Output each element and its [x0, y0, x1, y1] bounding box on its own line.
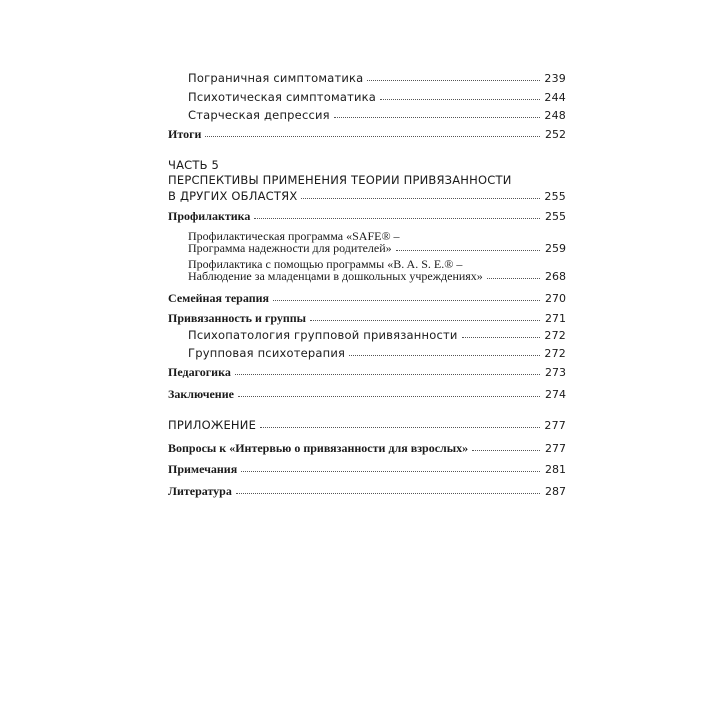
- part-title-line: ПЕРСПЕКТИВЫ ПРИМЕНЕНИЯ ТЕОРИИ ПРИВЯЗАННОСТИ: [168, 173, 512, 187]
- dot-leader: [254, 218, 540, 219]
- dot-leader: [334, 117, 540, 118]
- toc-entry-label: Литература: [168, 484, 232, 498]
- dot-leader: [241, 471, 540, 472]
- dot-leader: [260, 427, 540, 428]
- toc-page-number: 272: [544, 347, 566, 360]
- dot-leader: [472, 450, 540, 451]
- toc-entry: [168, 208, 566, 225]
- toc-entry-label: Психотическая симптоматика: [188, 90, 377, 104]
- dot-leader: [462, 337, 540, 338]
- toc-page-number: 239: [544, 72, 566, 85]
- toc-entry-label: Итоги: [168, 127, 202, 141]
- toc-entry: [188, 268, 566, 285]
- toc-page-number: 268: [545, 270, 566, 283]
- toc-page-number: 252: [545, 128, 566, 141]
- toc-entry-label: Профилактическая программа «SAFE® –: [188, 229, 400, 243]
- toc-entry-label: Программа надежности для родителей»: [188, 241, 392, 255]
- dot-leader: [310, 320, 540, 321]
- dot-leader: [380, 99, 540, 100]
- toc-entry: [168, 126, 566, 143]
- toc-entry-label: Групповая психотерапия: [188, 346, 346, 360]
- toc-entry: [168, 461, 566, 478]
- toc-page-number: 248: [544, 109, 566, 122]
- dot-leader: [301, 198, 540, 199]
- toc-entry-label: ПРИЛОЖЕНИЕ: [168, 418, 257, 432]
- toc-page-number: 277: [544, 419, 566, 432]
- part-title-line: В ДРУГИХ ОБЛАСТЯХ: [168, 189, 298, 203]
- dot-leader: [367, 80, 540, 81]
- toc-entry-label: Психопатология групповой привязанности: [188, 328, 458, 342]
- toc-entry: [188, 327, 566, 344]
- toc-entry-label: Профилактика: [168, 209, 251, 223]
- toc-page-number: 255: [544, 190, 566, 203]
- toc-page-number: 255: [545, 210, 566, 223]
- toc-entry-label: Примечания: [168, 462, 238, 476]
- toc-page-number: 244: [544, 91, 566, 104]
- toc-entry: [168, 290, 566, 307]
- dot-leader: [349, 355, 540, 356]
- toc-entry: [188, 345, 566, 362]
- toc-entry: [168, 483, 566, 500]
- toc-entry-label: Наблюдение за младенцами в дошкольных учреждениях»: [188, 269, 483, 283]
- toc-page-number: 273: [545, 366, 566, 379]
- dot-leader: [487, 278, 540, 279]
- dot-leader: [235, 374, 540, 375]
- toc-entry: [168, 310, 566, 327]
- toc-entry: [188, 89, 566, 106]
- toc-entry-label: Привязанность и группы: [168, 311, 307, 325]
- part-label: ЧАСТЬ 5: [168, 158, 220, 172]
- toc-page-number: 281: [545, 463, 566, 476]
- toc-entry-label: Семейная терапия: [168, 291, 270, 305]
- toc-entry-label: Старческая депрессия: [188, 108, 330, 122]
- toc-page-number: 270: [545, 292, 566, 305]
- toc-entry: [188, 107, 566, 124]
- toc-entry: [168, 440, 566, 457]
- toc-entry: [188, 70, 566, 87]
- dot-leader: [273, 300, 540, 301]
- toc-page-number: 274: [545, 388, 566, 401]
- toc-entry-label: Заключение: [168, 387, 234, 401]
- toc-page-number: 259: [545, 242, 566, 255]
- toc-entry: [168, 364, 566, 381]
- dot-leader: [396, 250, 540, 251]
- toc-entry: [168, 386, 566, 403]
- toc-entry-label: Профилактика с помощью программы «B. A. S. E.® –: [188, 257, 463, 271]
- dot-leader: [236, 493, 540, 494]
- toc-entry: [168, 417, 566, 434]
- toc-entry: [168, 188, 566, 205]
- toc-page-number: 272: [544, 329, 566, 342]
- dot-leader: [238, 396, 540, 397]
- toc-entry-label: Вопросы к «Интервью о привязанности для взрослых»: [168, 441, 469, 455]
- toc-entry-label: Пограничная симптоматика: [188, 71, 364, 85]
- toc-page-number: 271: [545, 312, 566, 325]
- dot-leader: [205, 136, 540, 137]
- toc-page-number: 287: [545, 485, 566, 498]
- toc-page-number: 277: [545, 442, 566, 455]
- toc-entry-label: Педагогика: [168, 365, 231, 379]
- toc-entry: [188, 240, 566, 257]
